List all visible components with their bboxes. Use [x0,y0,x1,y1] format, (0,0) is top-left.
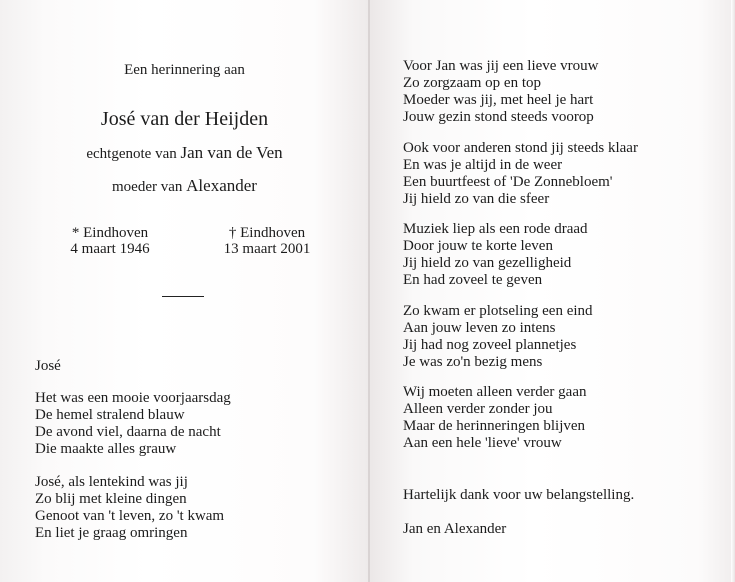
poem-line: Zo kwam er plotseling een eind [403,302,593,319]
poem-line: José, als lentekind was jij [35,474,188,490]
birth-date: 4 maart 1946 [70,241,150,257]
death-symbol: † [228,225,237,241]
poem-line: Jij had nog zoveel plannetjes [403,336,577,353]
poem-line: Wij moeten alleen verder gaan [403,384,587,400]
poem-line: Voor Jan was jij een lieve vrouw [403,58,599,74]
child-name: Alexander [186,176,257,195]
poem-line: Zo zorgzaam op en top [403,75,542,91]
thanks-text: Hartelijk dank voor uw belangstelling. [403,487,635,503]
card-edge [731,0,735,582]
poem-line: Aan een hele 'lieve' vrouw [403,435,562,451]
poem-line: Alleen verder zonder jou [403,401,553,417]
poem-line: Jij hield zo van gezelligheid [403,255,572,271]
spouse-prefix: echtgenote van [86,146,177,162]
poem-line: Een buurtfeest of 'De Zonnebloem' [403,173,613,190]
poem-line: De avond viel, daarna de nacht [35,424,221,440]
mother-prefix: moeder van [112,179,183,195]
signature: Jan en Alexander [403,521,507,537]
poem-line: Muziek liep als een rode draad [403,221,588,237]
poem-line: En was je altijd in de weer [403,156,563,173]
poem-line: Door jouw te korte leven [403,238,553,254]
poem-line: Jij hield zo van die sfeer [403,190,550,207]
right-page [369,0,735,582]
mother-line [0,176,369,196]
poem-line: Ook voor anderen stond jij steeds klaar [403,139,638,156]
spouse-name: Jan van de Ven [180,143,283,162]
poem-line: Het was een mooie voorjaarsdag [35,390,231,406]
poem-line: De hemel stralend blauw [35,407,185,423]
birth-symbol: * [71,225,80,241]
deceased-name: José van der Heijden [100,108,269,130]
fold-line [368,0,370,582]
poem-line: Aan jouw leven zo intens [403,319,556,336]
divider-line [162,296,204,297]
death-date: 13 maart 2001 [223,241,311,257]
spouse-line [0,143,369,163]
poem-line: En had zoveel te geven [403,272,543,288]
death-place: † Eindhoven [228,225,306,241]
poem-line: Die maakte alles grauw [35,441,177,457]
intro-text: Een herinnering aan [124,62,245,78]
poem-line: Jouw gezin stond steeds voorop [403,109,594,125]
poem-line: Zo blij met kleine dingen [35,491,187,507]
birth-place: * Eindhoven [71,225,149,241]
poem-line: Moeder was jij, met heel je hart [403,92,594,108]
poem-line: En liet je graag omringen [35,525,188,541]
poem-title: José [35,358,61,374]
poem-line: Je was zo'n bezig mens [403,353,543,370]
poem-line: Maar de herinneringen blijven [403,418,586,434]
poem-line: Genoot van 't leven, zo 't kwam [35,508,225,524]
